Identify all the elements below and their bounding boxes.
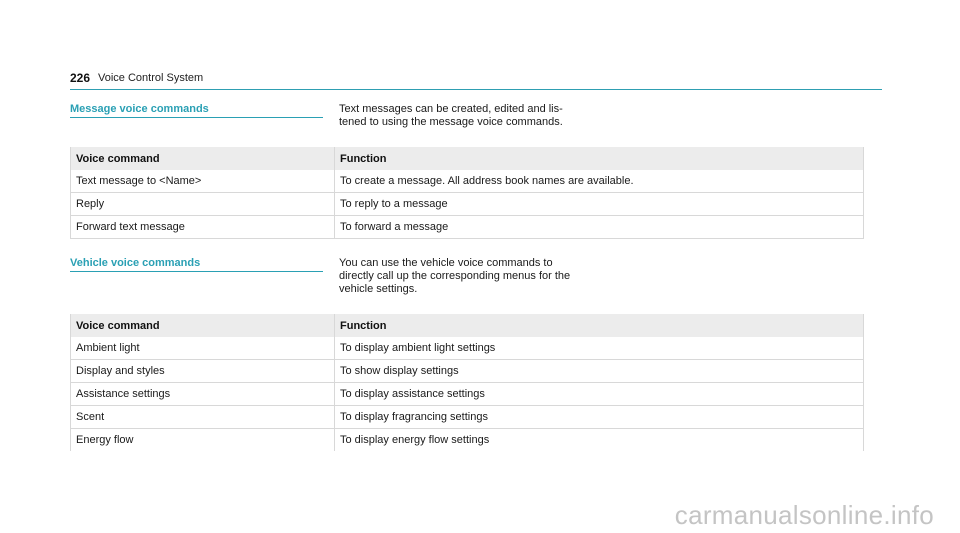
table-row [71,193,864,216]
function-cell: To display energy flow settings [335,429,864,452]
page-header [70,71,882,90]
vehicle-section-text: You can use the vehicle voice commands to directly call up the corresponding menus for the vehicle settings. [339,257,571,295]
function-cell: To forward a message [335,216,864,239]
table-header-row [71,314,864,337]
page-number: 226 [70,71,91,85]
command-cell: Forward text message [71,216,335,239]
vehicle-section-title: Vehicle voice commands [70,257,323,272]
table-row [71,383,864,406]
table-row [71,216,864,239]
function-cell: To display ambient light settings [335,337,864,360]
table-row [71,337,864,360]
command-cell: Display and styles [71,360,335,383]
table-row [71,360,864,383]
command-cell: Energy flow [71,429,335,452]
function-cell: To display assistance settings [335,383,864,406]
column-header-function: Function [335,314,864,337]
function-cell: To reply to a message [335,193,864,216]
watermark: carmanualsonline.info [674,500,934,530]
message-section-text: Text messages can be created, edited and lis- tened to using the message voice commands. [339,103,563,128]
function-cell: To display fragrancing settings [335,406,864,429]
chapter-title: Voice Control System [98,72,204,84]
column-header-function: Function [335,147,864,170]
command-cell: Scent [71,406,335,429]
column-header-command: Voice command [71,314,335,337]
command-cell: Text message to <Name> [71,170,335,193]
table-header-row [71,147,864,170]
table-row [71,429,864,452]
table-row [71,170,864,193]
command-cell: Assistance settings [71,383,335,406]
function-cell: To create a message. All address book names are available. [335,170,864,193]
vehicle-commands-table [70,314,864,451]
command-cell: Ambient light [71,337,335,360]
column-header-command: Voice command [71,147,335,170]
message-commands-table [70,147,864,239]
table-row [71,406,864,429]
command-cell: Reply [71,193,335,216]
message-section-title: Message voice commands [70,103,323,118]
function-cell: To show display settings [335,360,864,383]
